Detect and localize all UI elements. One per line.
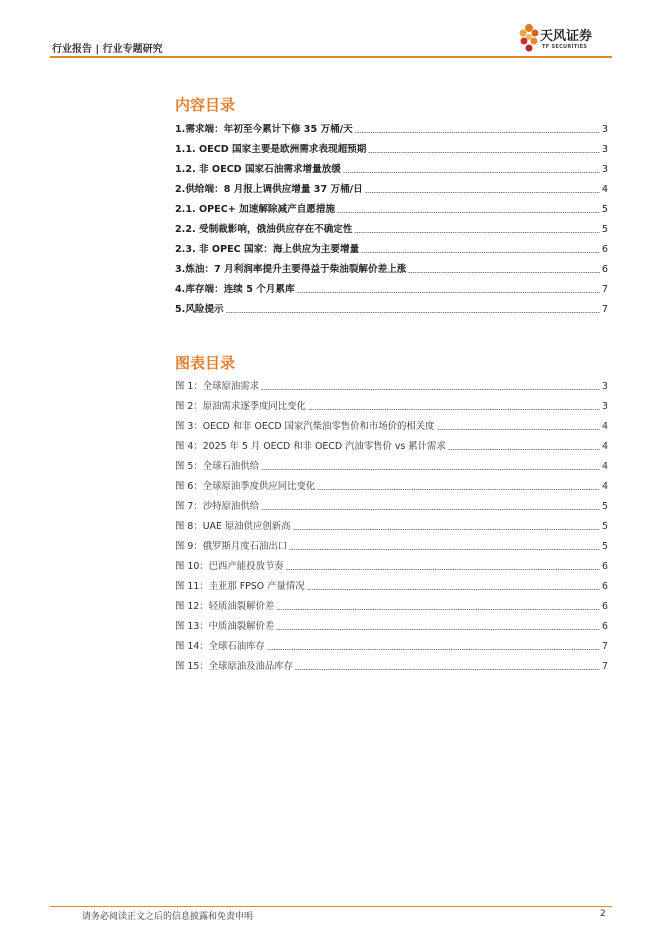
figure-entry-page: 4 bbox=[602, 421, 608, 432]
dot-leader bbox=[437, 429, 601, 430]
figure-entry-page: 7 bbox=[602, 641, 608, 652]
dot-leader bbox=[354, 232, 599, 233]
dot-leader bbox=[317, 489, 600, 490]
figure-entry[interactable] bbox=[175, 513, 608, 533]
dot-leader bbox=[297, 292, 600, 293]
toc-entry-label: 1.需求端：年初至今累计下修 35 万桶/天 bbox=[175, 124, 353, 135]
logo-subtitle: TF SECURITIES bbox=[542, 44, 588, 50]
figure-entry[interactable] bbox=[175, 653, 608, 673]
dot-leader bbox=[408, 272, 599, 273]
toc-entry[interactable] bbox=[175, 136, 608, 156]
toc-entry[interactable] bbox=[175, 156, 608, 176]
figure-entry-page: 6 bbox=[602, 601, 608, 612]
figure-entry[interactable] bbox=[175, 633, 608, 653]
flower-logo-icon bbox=[518, 22, 540, 56]
toc-entry-label: 2.3. 非 OPEC 国家：海上供应为主要增量 bbox=[175, 244, 360, 255]
figure-entry-page: 3 bbox=[602, 381, 608, 392]
dot-leader bbox=[261, 509, 600, 510]
figure-entry-label: 图 7：沙特原油供给 bbox=[175, 501, 259, 512]
toc-entry-label: 4.库存端：连续 5 个月累库 bbox=[175, 284, 295, 295]
figure-entry-page: 4 bbox=[602, 461, 608, 472]
figure-entry-label: 图 8：UAE 原油供应创新高 bbox=[175, 521, 291, 532]
dot-leader bbox=[355, 132, 600, 133]
dot-leader bbox=[307, 589, 600, 590]
figure-entry-page: 5 bbox=[602, 501, 608, 512]
toc-entry-page: 7 bbox=[601, 304, 608, 315]
toc-entry[interactable] bbox=[175, 236, 608, 256]
figure-entry-page: 5 bbox=[602, 521, 608, 532]
dot-leader bbox=[308, 409, 600, 410]
footer-disclaimer: 请务必阅读正文之后的信息披露和免责申明 bbox=[82, 912, 254, 922]
toc-entry[interactable] bbox=[175, 116, 608, 136]
figure-entry[interactable] bbox=[175, 433, 608, 453]
figure-entry-page: 4 bbox=[602, 481, 608, 492]
toc-entry-page: 7 bbox=[601, 284, 608, 295]
figure-entry-label: 图 11：圭亚那 FPSO 产量情况 bbox=[175, 581, 305, 592]
figure-entry[interactable] bbox=[175, 553, 608, 573]
figures-list bbox=[175, 373, 608, 673]
figure-entry[interactable] bbox=[175, 373, 608, 393]
toc-entry-page: 3 bbox=[601, 144, 608, 155]
company-logo bbox=[518, 22, 618, 58]
header-rule bbox=[50, 56, 612, 58]
toc-entry-page: 5 bbox=[601, 204, 608, 215]
figure-entry-label: 图 4：2025 年 5 月 OECD 和非 OECD 汽油零售价 vs 累计需求 bbox=[175, 441, 446, 452]
figure-entry-label: 图 14：全球石油库存 bbox=[175, 641, 265, 652]
figure-entry-label: 图 2：原油需求逐季度同比变化 bbox=[175, 401, 306, 412]
toc-entry[interactable] bbox=[175, 216, 608, 236]
figure-entry-page: 3 bbox=[602, 401, 608, 412]
toc-entry-label: 2.1. OPEC+ 加速解除减产自愿措施 bbox=[175, 204, 336, 215]
toc-entry-page: 4 bbox=[601, 184, 608, 195]
dot-leader bbox=[361, 252, 600, 253]
toc-entry-label: 1.1. OECD 国家主要是欧洲需求表现超预期 bbox=[175, 144, 367, 155]
dot-leader bbox=[289, 549, 600, 550]
dot-leader bbox=[276, 629, 600, 630]
toc-entry-label: 3.炼油：7 月利润率提升主要得益于柴油裂解价差上涨 bbox=[175, 264, 407, 275]
figure-entry-page: 6 bbox=[602, 581, 608, 592]
dot-leader bbox=[261, 389, 600, 390]
figure-entry[interactable] bbox=[175, 533, 608, 553]
toc-entry-label: 2.2. 受制裁影响，俄油供应存在不确定性 bbox=[175, 224, 353, 235]
figure-entry-page: 6 bbox=[602, 621, 608, 632]
toc-entry[interactable] bbox=[175, 196, 608, 216]
toc-entry-label: 2.供给端：8 月报上调供应增量 37 万桶/日 bbox=[175, 184, 363, 195]
dot-leader bbox=[267, 649, 600, 650]
toc-entry-page: 6 bbox=[601, 244, 608, 255]
figure-entry[interactable] bbox=[175, 493, 608, 513]
figure-entry-label: 图 15：全球原油及油品库存 bbox=[175, 661, 294, 672]
toc-entry-label: 1.2. 非 OECD 国家石油需求增量放缓 bbox=[175, 164, 341, 175]
toc-entry[interactable] bbox=[175, 176, 608, 196]
figure-entry[interactable] bbox=[175, 393, 608, 413]
figures-title: 图表目录 bbox=[175, 354, 236, 372]
figure-entry-page: 7 bbox=[602, 661, 608, 672]
toc-entry-page: 3 bbox=[601, 124, 608, 135]
figure-entry[interactable] bbox=[175, 593, 608, 613]
contents-title: 内容目录 bbox=[175, 96, 236, 114]
dot-leader bbox=[337, 212, 600, 213]
toc-entry[interactable] bbox=[175, 276, 608, 296]
figure-entry-label: 图 9：俄罗斯月度石油出口 bbox=[175, 541, 288, 552]
figure-entry-label: 图 10：巴西产能投放节奏 bbox=[175, 561, 284, 572]
figure-entry-page: 6 bbox=[602, 561, 608, 572]
dot-leader bbox=[295, 669, 600, 670]
figure-entry-label: 图 3：OECD 和非 OECD 国家汽柴油零售价和市场价的相关度 bbox=[175, 421, 435, 432]
dot-leader bbox=[226, 312, 600, 313]
dot-leader bbox=[261, 469, 600, 470]
figure-entry[interactable] bbox=[175, 453, 608, 473]
figure-entry-label: 图 12：轻质油裂解价差 bbox=[175, 601, 275, 612]
figure-entry[interactable] bbox=[175, 413, 608, 433]
dot-leader bbox=[293, 529, 601, 530]
figure-entry-label: 图 6：全球原油季度供应同比变化 bbox=[175, 481, 316, 492]
contents-list bbox=[175, 116, 608, 316]
figure-entry[interactable] bbox=[175, 473, 608, 493]
dot-leader bbox=[286, 569, 600, 570]
figure-entry-label: 图 1：全球原油需求 bbox=[175, 381, 259, 392]
footer-rule bbox=[50, 906, 612, 907]
dot-leader bbox=[343, 172, 600, 173]
figure-entry-label: 图 5：全球石油供给 bbox=[175, 461, 259, 472]
logo-name: 天风证券 bbox=[540, 29, 593, 44]
report-category: 行业报告 | 行业专题研究 bbox=[52, 44, 163, 55]
toc-entry[interactable] bbox=[175, 256, 608, 276]
figure-entry-page: 4 bbox=[602, 441, 608, 452]
toc-entry[interactable] bbox=[175, 296, 608, 316]
dot-leader bbox=[448, 449, 600, 450]
toc-entry-page: 3 bbox=[601, 164, 608, 175]
figure-entry[interactable] bbox=[175, 613, 608, 633]
dot-leader bbox=[365, 192, 600, 193]
figure-entry-label: 图 13：中质油裂解价差 bbox=[175, 621, 275, 632]
dot-leader bbox=[276, 609, 600, 610]
figure-entry-page: 5 bbox=[602, 541, 608, 552]
figure-entry[interactable] bbox=[175, 573, 608, 593]
toc-entry-page: 6 bbox=[601, 264, 608, 275]
toc-entry-label: 5.风险提示 bbox=[175, 304, 224, 315]
dot-leader bbox=[368, 152, 600, 153]
page-number: 2 bbox=[600, 909, 606, 919]
toc-entry-page: 5 bbox=[601, 224, 608, 235]
